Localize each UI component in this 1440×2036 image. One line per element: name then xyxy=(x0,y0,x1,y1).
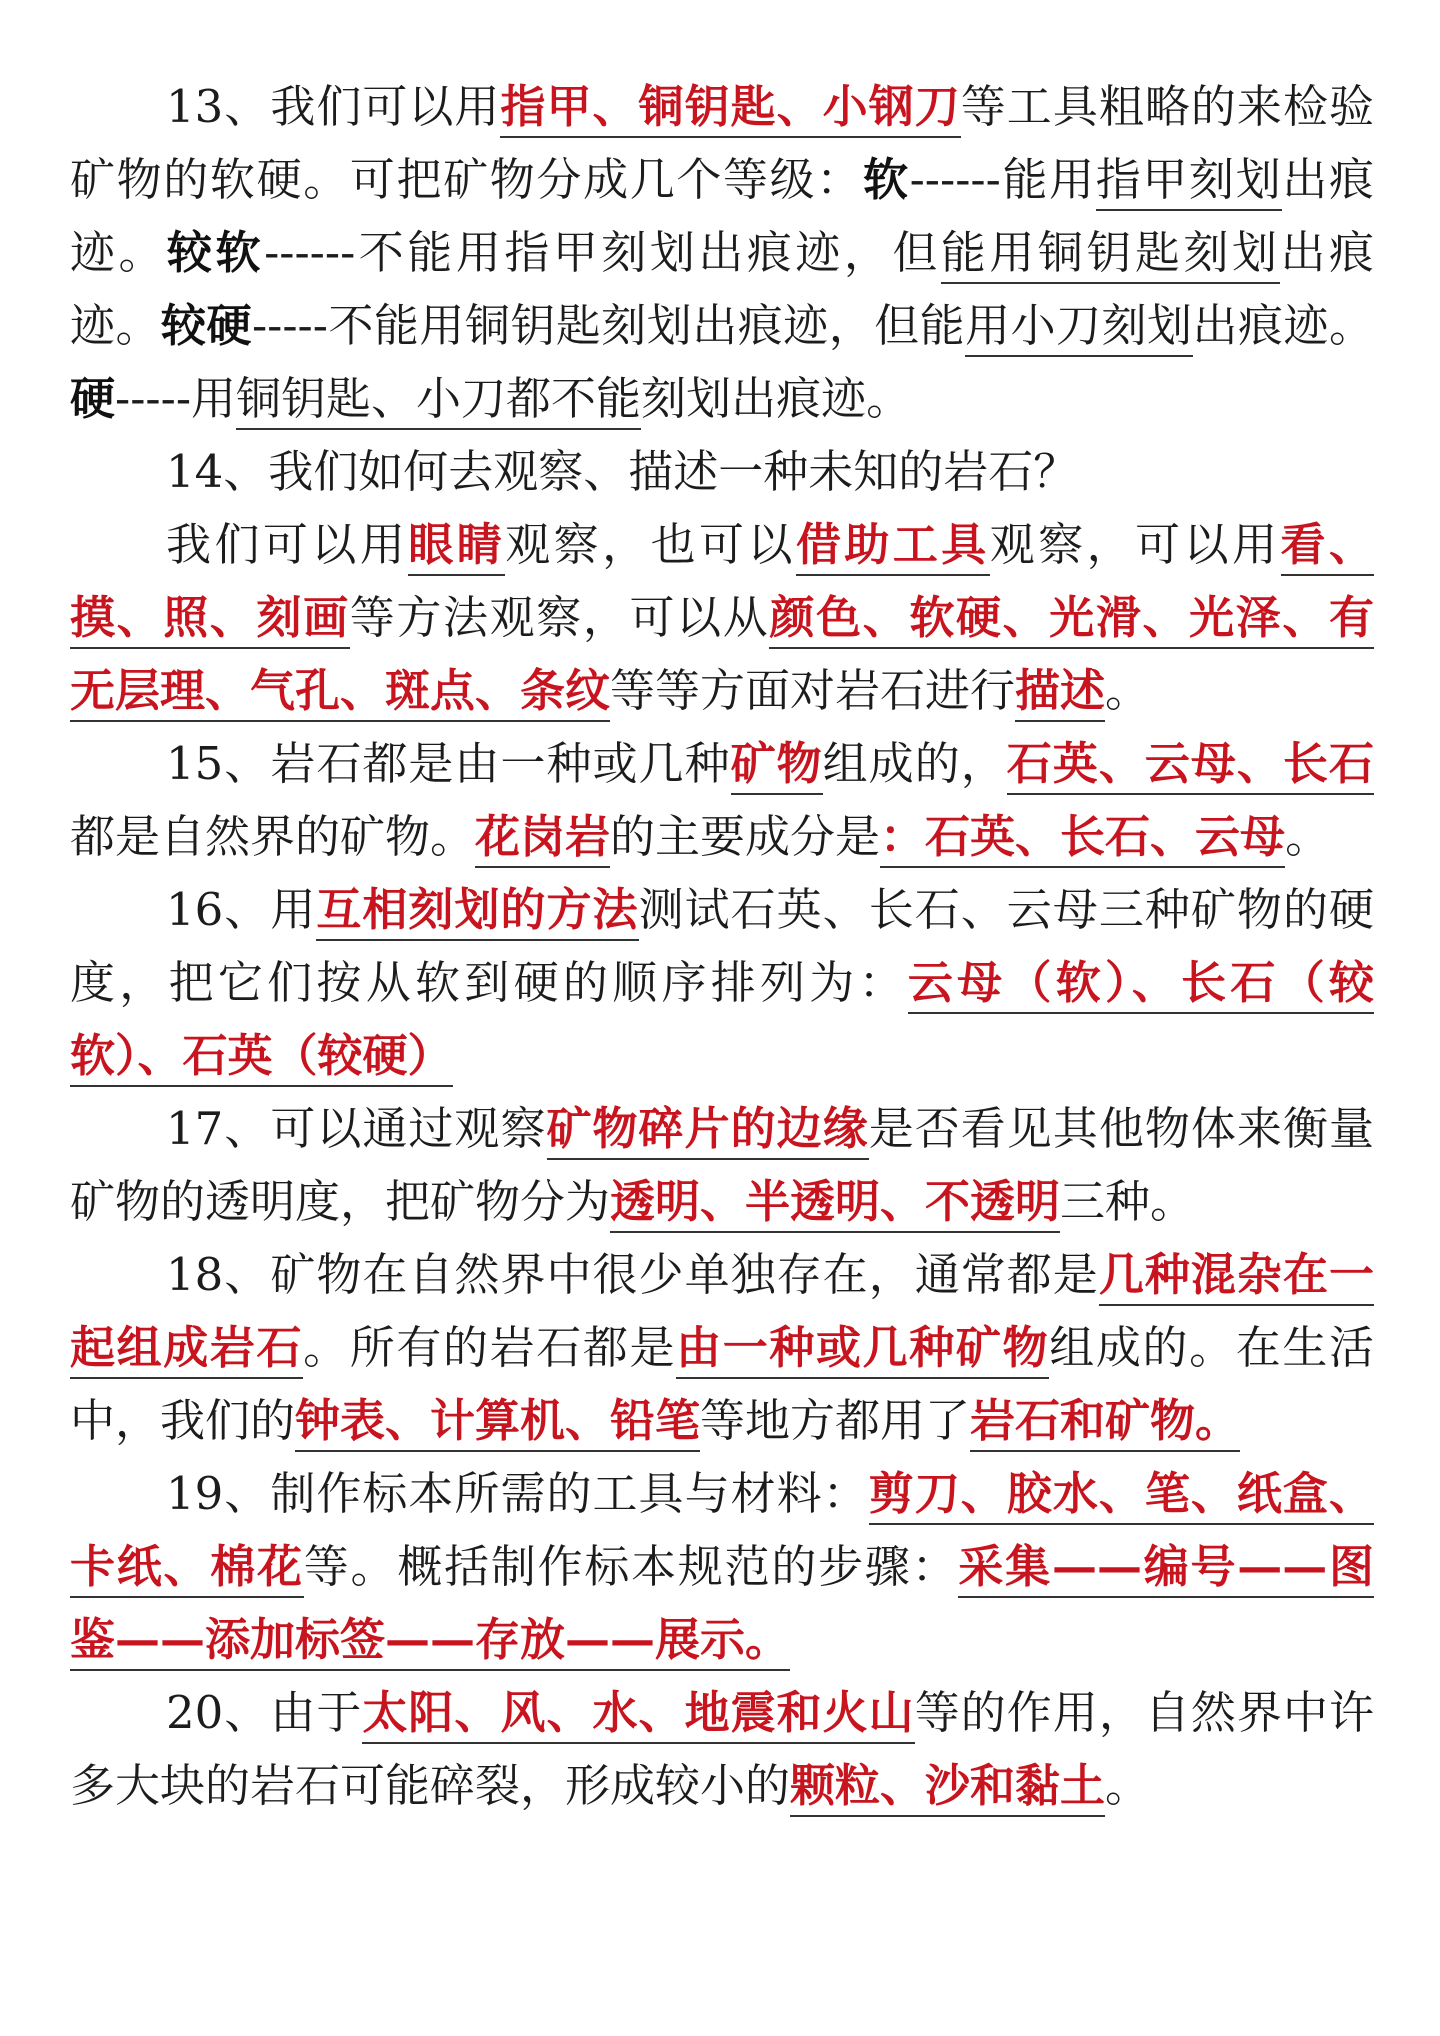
text-segment: 等工具粗略的来检验矿物的软硬。可把矿物分成几个等级： xyxy=(70,80,1374,206)
text-segment: 是否看见其他物体来衡量矿物的透明度，把矿物分为 xyxy=(70,1102,1374,1228)
answer-highlight: 透明、半透明、不透明 xyxy=(610,1175,1060,1233)
text-segment: 等地方都用了 xyxy=(700,1394,971,1447)
text-segment: 17、可以通过观察 xyxy=(166,1102,547,1155)
text-segment: 的主要成分是 xyxy=(610,810,881,863)
text-segment: 等的作用，自然界中许多大块的岩石可能碎裂，形成较小的 xyxy=(70,1686,1374,1812)
text-segment: 都是自然界的矿物。 xyxy=(70,810,476,863)
text-segment: 出痕迹。 xyxy=(70,153,1374,279)
answer-highlight: 看、摸、照、刻画 xyxy=(70,518,1374,649)
answer-highlight: 几种混杂在一起组成岩石 xyxy=(70,1248,1374,1379)
paragraph-20 xyxy=(70,1457,1374,1676)
level-term: 硬 xyxy=(70,372,116,425)
text-segment: 13、我们可以用 xyxy=(166,80,501,133)
text-segment: 等等方面对岩石进行 xyxy=(610,664,1016,717)
answer-highlight: 岩石和矿物。 xyxy=(970,1394,1240,1452)
underlined-answer: 铜钥匙、小刀都不能 xyxy=(236,372,641,430)
answer-highlight: 借助工具 xyxy=(796,518,990,576)
level-term: 较软 xyxy=(167,226,265,279)
text-segment: 我们可以用 xyxy=(166,518,409,571)
text-segment: ------不能用指甲刻划出痕迹，但 xyxy=(264,226,941,279)
text-segment: 刻划出痕迹。 xyxy=(641,372,912,425)
text-segment: 15、岩石都是由一种或几种 xyxy=(166,737,731,790)
answer-highlight: 石英、云母、长石 xyxy=(1007,737,1374,795)
text-segment: 。 xyxy=(1105,1759,1151,1812)
answer-highlight: 花岗岩 xyxy=(475,810,610,868)
paragraph-15 xyxy=(70,508,1374,727)
answer-highlight: ：石英、长石、云母 xyxy=(880,810,1285,868)
text-segment: -----不能用铜钥匙刻划出痕迹，但能 xyxy=(251,299,966,352)
answer-highlight: 剪刀、胶水、笔、纸盒、卡纸、棉花 xyxy=(70,1467,1374,1598)
answer-highlight: 颗粒、沙和黏土 xyxy=(790,1759,1105,1817)
paragraph-14 xyxy=(70,435,1374,508)
text-segment: 三种。 xyxy=(1060,1175,1196,1228)
answer-highlight: 由一种或几种矿物 xyxy=(676,1321,1049,1379)
answer-highlight: 指甲、铜钥匙、小钢刀 xyxy=(500,80,960,138)
underlined-answer: 指甲刻划 xyxy=(1096,153,1283,211)
text-segment: 20、由于 xyxy=(166,1686,363,1739)
paragraph-17 xyxy=(70,873,1374,1092)
text-segment: 。 xyxy=(1105,664,1151,717)
answer-highlight: 太阳、风、水、地震和火山 xyxy=(362,1686,914,1744)
paragraph-21 xyxy=(70,1676,1374,1822)
answer-highlight: 描述 xyxy=(1015,664,1105,722)
text-segment: 18、矿物在自然界中很少单独存在，通常都是 xyxy=(166,1248,1099,1301)
text-segment: 测试石英、长石、云母三种矿物的硬度，把它们按从软到硬的顺序排列为： xyxy=(70,883,1374,1009)
text-segment: 16、用 xyxy=(166,883,317,936)
text-segment: ------能用 xyxy=(909,153,1096,206)
text-segment: 观察，也可以 xyxy=(505,518,796,571)
text-segment: 19、制作标本所需的工具与材料： xyxy=(166,1467,869,1520)
answer-highlight: 云母（软）、长石（较软）、石英（较硬） xyxy=(70,956,1374,1087)
text-segment: 观察，可以用 xyxy=(989,518,1281,571)
text-segment: 等。概括制作标本规范的步骤： xyxy=(303,1540,959,1593)
answer-highlight: 矿物碎片的边缘 xyxy=(547,1102,869,1160)
answer-highlight: 钟表、计算机、铅笔 xyxy=(295,1394,700,1452)
text-segment: 14、我们如何去观察、描述一种未知的岩石？ xyxy=(166,445,1079,498)
paragraph-13 xyxy=(70,70,1374,435)
paragraph-19 xyxy=(70,1238,1374,1457)
text-segment: 组成的， xyxy=(822,737,1007,790)
paragraph-16 xyxy=(70,727,1374,873)
level-term: 软 xyxy=(862,153,910,206)
answer-highlight: 颜色、软硬、光滑、光泽、有无层理、气孔、斑点、条纹 xyxy=(70,591,1374,722)
text-segment: -----用 xyxy=(115,372,237,425)
text-segment: 。所有的岩石都是 xyxy=(303,1321,677,1374)
text-segment: 组成的。在生活中，我们的 xyxy=(70,1321,1374,1447)
answer-highlight: 互相刻划的方法 xyxy=(316,883,638,941)
text-segment: 出痕迹。 xyxy=(1192,299,1374,352)
underlined-answer: 能用铜钥匙刻划 xyxy=(941,226,1281,284)
answer-highlight: 眼睛 xyxy=(408,518,505,576)
underlined-answer: 用小刀刻划 xyxy=(965,299,1192,357)
text-segment: 。 xyxy=(1285,810,1331,863)
answer-highlight: 采集——编号——图鉴——添加标签——存放——展示。 xyxy=(70,1540,1374,1671)
answer-highlight: 矿物 xyxy=(731,737,823,795)
text-segment: 等方法观察，可以从 xyxy=(349,591,770,644)
level-term: 较硬 xyxy=(160,299,252,352)
text-segment: 出痕迹。 xyxy=(70,226,1374,352)
paragraph-18 xyxy=(70,1092,1374,1238)
document-body xyxy=(70,70,1374,1822)
